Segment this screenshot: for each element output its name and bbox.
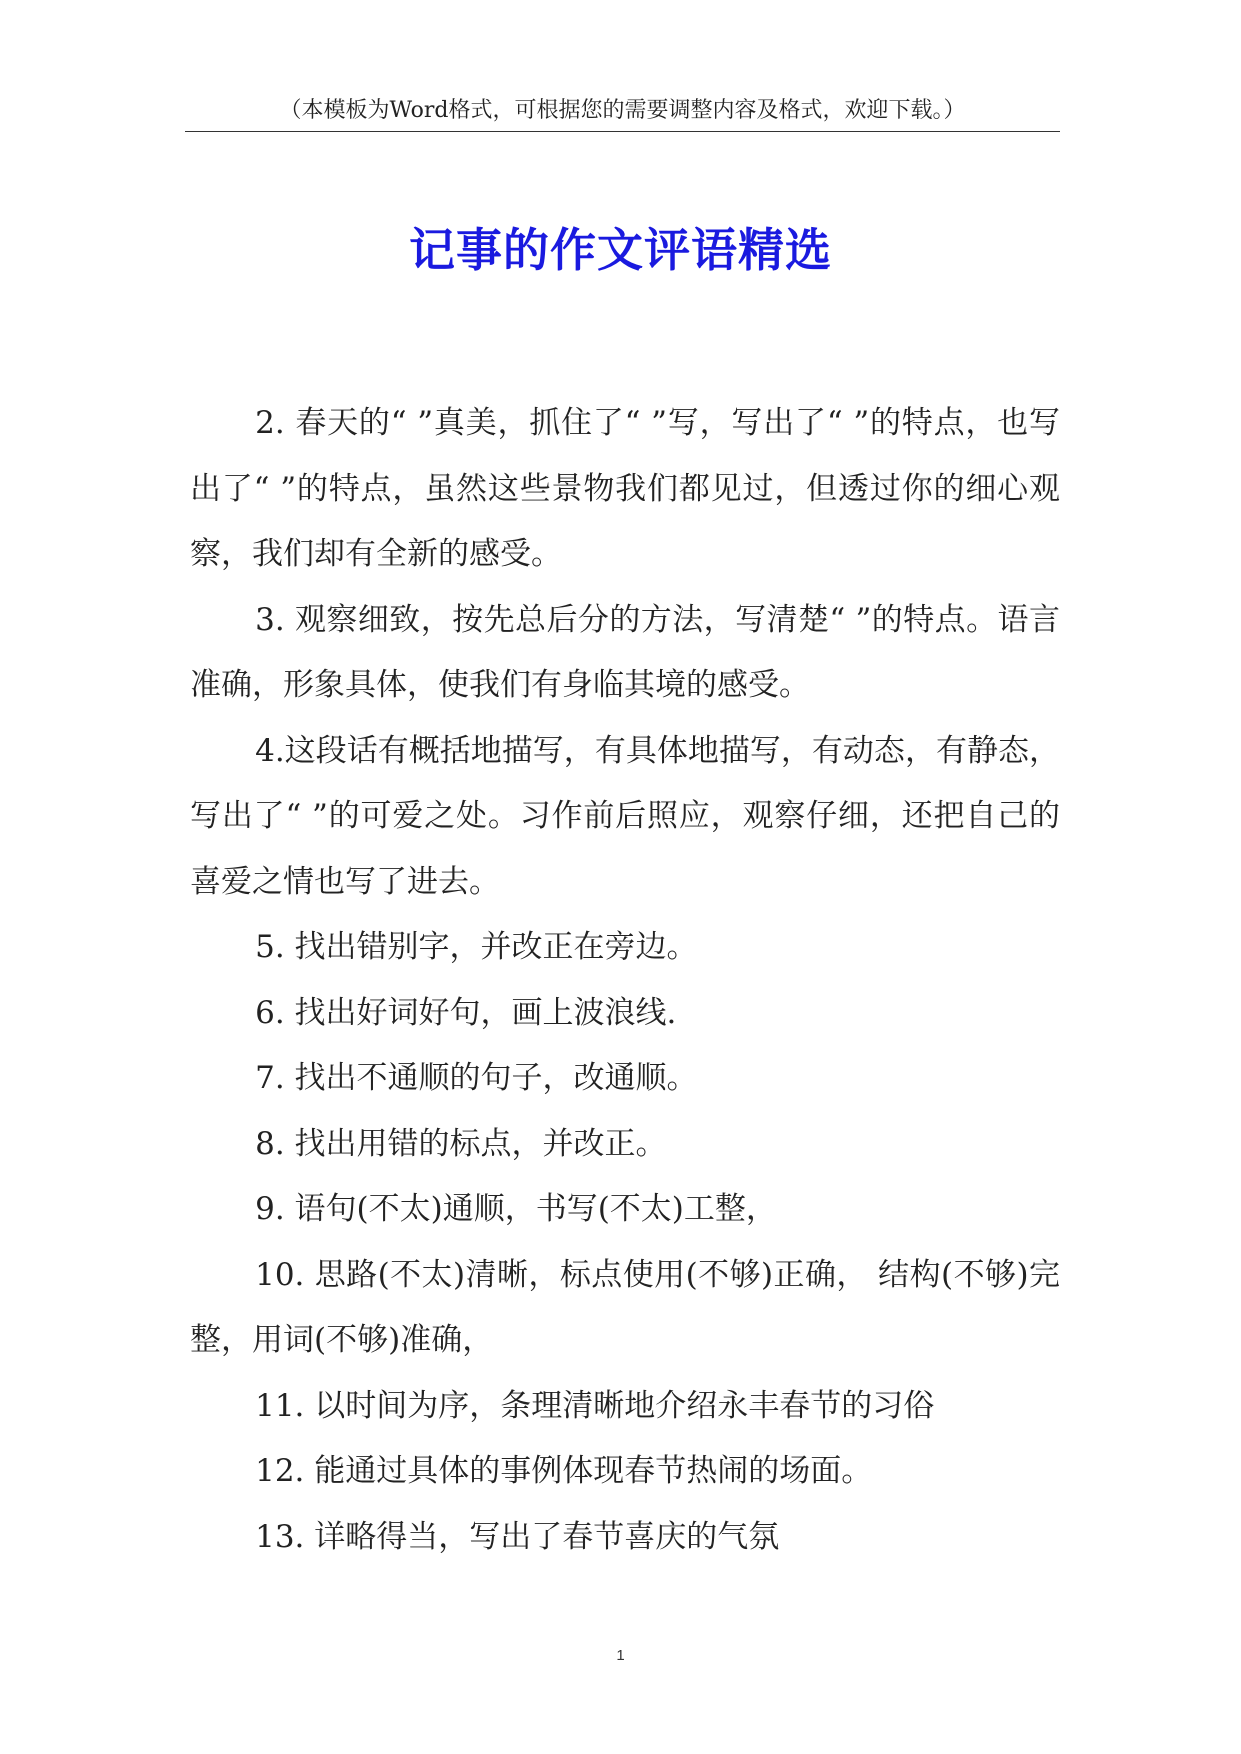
paragraph-12: 12. 能通过具体的事例体现春节热闹的场面。 (255, 1453, 873, 1489)
paragraph-11: 11. 以时间为序，条理清晰地介绍永丰春节的习俗 (255, 1387, 935, 1424)
paragraph-2: 2. 春天的“ ”真美，抓住了“ ”写，写出了“ ”的特点，也写出了“ ”的特点，虽然这些景物我们都见过，但透过你的细心观察，我们却有全新的感受。 (190, 405, 1060, 572)
paragraph-5: 5. 找出错别字，并改正在旁边。 (255, 929, 698, 965)
paragraph-13: 13. 详略得当，写出了春节喜庆的气氛 (255, 1518, 780, 1555)
paragraph-10: 10. 思路(不太)清晰，标点使用(不够)正确， 结构(不够)完整，用词(不够)准确， (190, 1256, 1060, 1358)
header-divider (185, 131, 1060, 132)
document-body (190, 391, 1060, 1570)
paragraph-8: 8. 找出用错的标点，并改正。 (255, 1125, 667, 1162)
paragraph-7: 7. 找出不通顺的句子，改通顺。 (255, 1060, 698, 1096)
paragraph-4: 4.这段话有概括地描写，有具体地描写，有动态，有静态，写出了“ ”的可爱之处。习作前后照应，观察仔细，还把自己的喜爱之情也写了进去。 (190, 732, 1060, 900)
paragraph-9: 9. 语句(不太)通顺，书写(不太)工整， (255, 1191, 777, 1227)
paragraph-3: 3. 观察细致，按先总后分的方法，写清楚“ ”的特点。语言准确，形象具体，使我们有身临其境的感受。 (190, 601, 1060, 703)
paragraph-6: 6. 找出好词好句，画上波浪线. (255, 994, 677, 1031)
header-note: （本模板为Word格式，可根据您的需要调整内容及格式，欢迎下载。） (279, 98, 966, 123)
page-number: 1 (616, 1647, 625, 1664)
document-title: 记事的作文评语精选 (409, 223, 832, 277)
